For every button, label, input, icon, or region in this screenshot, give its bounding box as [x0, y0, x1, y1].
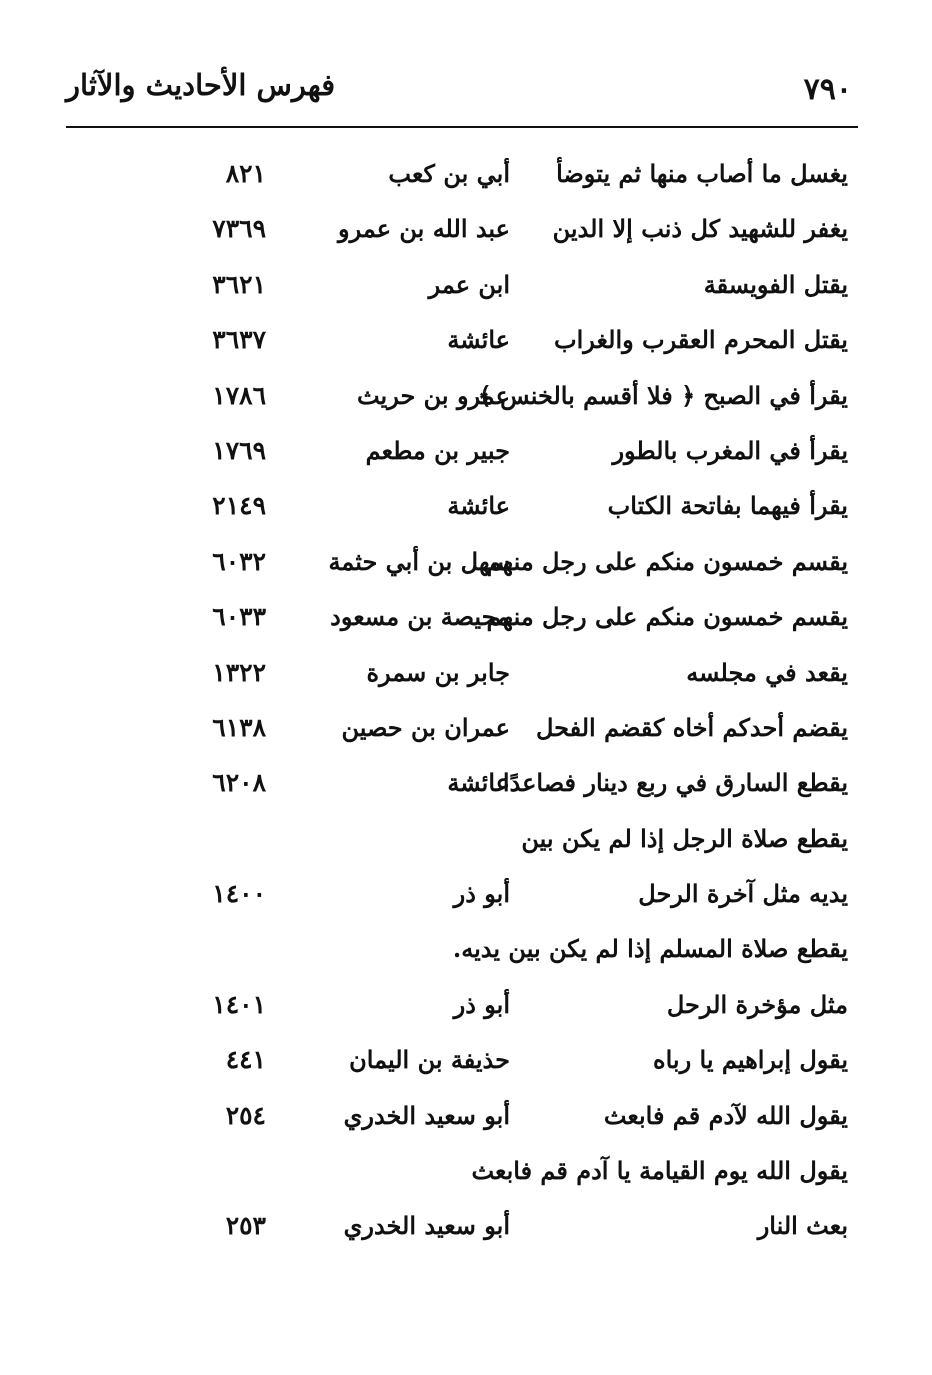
hadith-number: ٢٥٤	[225, 1101, 266, 1130]
page-number: ٧٩٠	[803, 72, 852, 107]
narrator-name: أبو ذر	[453, 990, 510, 1019]
hadith-text: يقرأ فيهما بفاتحة الكتاب	[607, 491, 848, 520]
table-row	[0, 817, 932, 861]
table-row	[0, 706, 932, 750]
narrator-name: سهل بن أبي حثمة	[328, 547, 510, 576]
table-row	[0, 429, 932, 473]
hadith-text: يقسم خمسون منكم على رجل منهم	[486, 602, 848, 631]
hadith-number: ٧٣٦٩	[212, 214, 266, 243]
table-row	[0, 484, 932, 528]
hadith-text: يقطع صلاة الرجل إذا لم يكن بين	[521, 824, 848, 853]
hadith-text: يقتل الفويسقة	[703, 270, 848, 299]
hadith-text: يقرأ في المغرب بالطور	[612, 436, 848, 465]
narrator-name: عائشة	[447, 491, 510, 520]
narrator-name: جابر بن سمرة	[366, 658, 510, 687]
hadith-text: يقتل المحرم العقرب والغراب	[554, 325, 848, 354]
hadith-number: ٨٢١	[225, 159, 266, 188]
hadith-number: ٤٤١	[225, 1045, 266, 1074]
hadith-text: يقعد في مجلسه	[686, 658, 848, 687]
hadith-text: يقول إبراهيم يا رباه	[653, 1045, 848, 1074]
hadith-text: يقطع السارق في ربع دينار فصاعدًا	[502, 768, 848, 797]
hadith-number: ٣٦٣٧	[212, 325, 266, 354]
narrator-name: عمران بن حصين	[341, 713, 510, 742]
table-row	[0, 1038, 932, 1082]
narrator-name: عبد الله بن عمرو	[338, 214, 510, 243]
table-row	[0, 1204, 932, 1248]
table-row	[0, 1094, 932, 1138]
hadith-number: ٣٦٢١	[212, 270, 266, 299]
narrator-name: محيصة بن مسعود	[330, 602, 510, 631]
table-row	[0, 927, 932, 971]
hadith-text: يقضم أحدكم أخاه كقضم الفحل	[535, 713, 848, 742]
hadith-text: يقطع صلاة المسلم إذا لم يكن بين يديه.	[452, 934, 848, 963]
narrator-name: أبو سعيد الخدري	[343, 1211, 510, 1240]
hadith-text: يقول الله لآدم قم فابعث	[603, 1101, 848, 1130]
hadith-text: يغفر للشهيد كل ذنب إلا الدين	[552, 214, 848, 243]
table-row	[0, 263, 932, 307]
table-row	[0, 651, 932, 695]
table-row	[0, 540, 932, 584]
hadith-number: ٢٥٣	[225, 1211, 266, 1240]
page-title: فهرس الأحاديث والآثار	[66, 68, 336, 102]
table-row	[0, 983, 932, 1027]
hadith-text: بعث النار	[757, 1211, 848, 1240]
hadith-number: ٦٠٣٢	[212, 547, 266, 576]
hadith-number: ١٧٦٩	[212, 436, 266, 465]
narrator-name: حذيفة بن اليمان	[349, 1045, 510, 1074]
narrator-name: ابن عمر	[428, 270, 510, 299]
narrator-name: جبير بن مطعم	[365, 436, 510, 465]
table-row	[0, 761, 932, 805]
narrator-name: أبو ذر	[453, 879, 510, 908]
hadith-number: ٦٢٠٨	[212, 768, 266, 797]
hadith-number: ١٤٠٠	[212, 879, 266, 908]
hadith-text: يغسل ما أصاب منها ثم يتوضأ	[556, 159, 848, 188]
hadith-number: ١٣٢٢	[212, 658, 266, 687]
table-row	[0, 207, 932, 251]
hadith-number: ١٤٠١	[212, 990, 266, 1019]
hadith-number: ٦١٣٨	[212, 713, 266, 742]
table-row	[0, 374, 932, 418]
narrator-name: عائشة	[447, 325, 510, 354]
hadith-text: يقسم خمسون منكم على رجل منهم	[486, 547, 848, 576]
hadith-number: ٢١٤٩	[212, 491, 266, 520]
table-row	[0, 318, 932, 362]
table-row	[0, 1149, 932, 1193]
narrator-name: أبي بن كعب	[388, 159, 510, 188]
hadith-number: ٦٠٣٣	[212, 602, 266, 631]
narrator-name: عائشة	[447, 768, 510, 797]
hadith-text: يقرأ في الصبح ﴿ فلا أقسم بالخنس ﴾	[477, 381, 848, 410]
hadith-number: ١٧٨٦	[212, 381, 266, 410]
narrator-name: أبو سعيد الخدري	[343, 1101, 510, 1130]
hadith-text: يديه مثل آخرة الرحل	[638, 879, 848, 908]
table-row	[0, 595, 932, 639]
narrator-name: عمرو بن حريث	[356, 381, 510, 410]
hadith-text: يقول الله يوم القيامة يا آدم قم فابعث	[471, 1156, 848, 1185]
hadith-text: مثل مؤخرة الرحل	[666, 990, 848, 1019]
table-row	[0, 872, 932, 916]
table-row	[0, 152, 932, 196]
